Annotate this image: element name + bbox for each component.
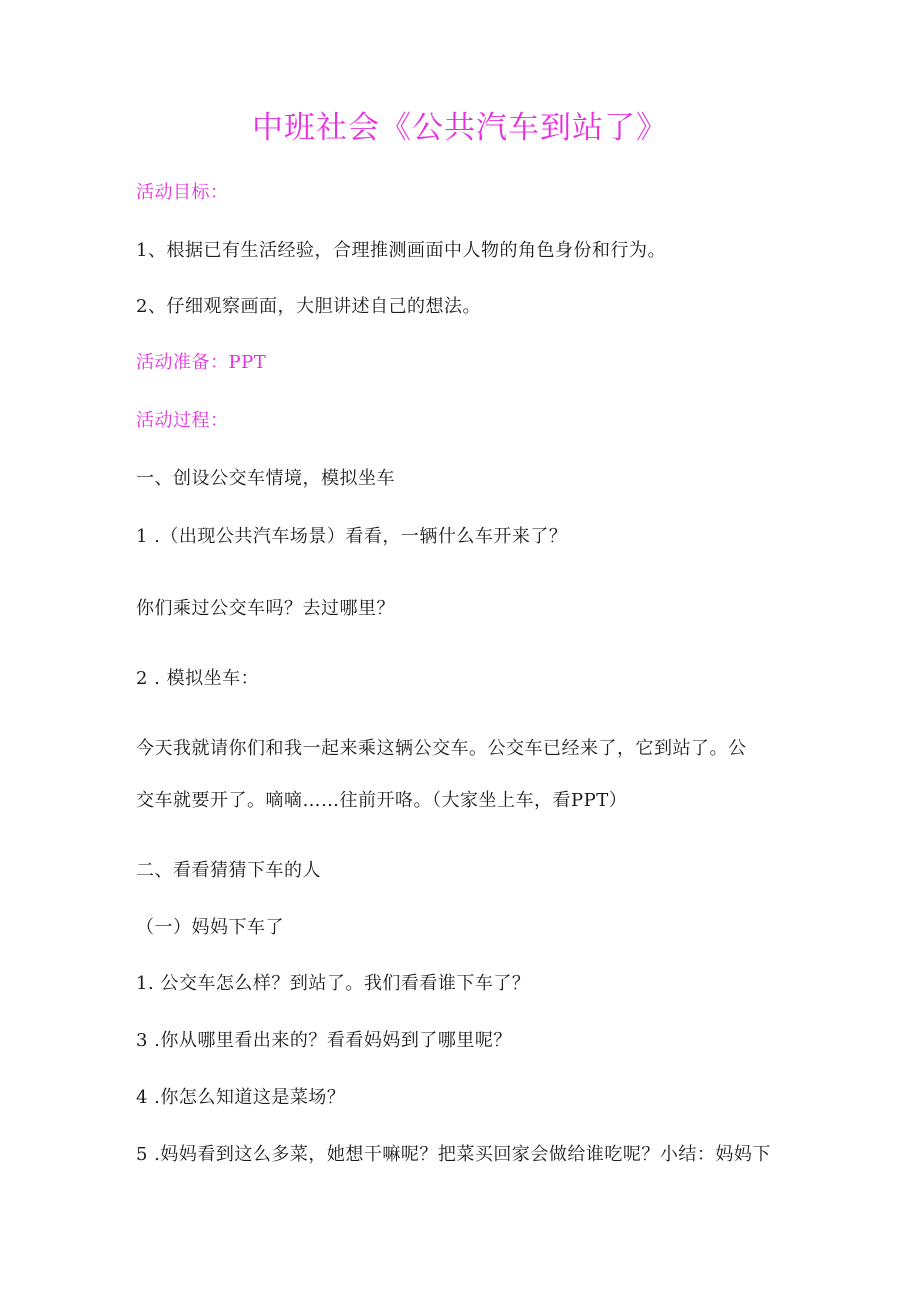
section-heading-preparation: 活动准备：PPT	[136, 352, 267, 373]
document-title: 中班社会《公共汽车到站了》	[252, 110, 668, 146]
question-item: 4 .你怎么知道这是菜场？	[136, 1087, 346, 1108]
paragraph-line: 今天我就请你们和我一起来乘这辆公交车。公交车已经来了，它到站了。公	[136, 738, 747, 759]
question-item: 3 .你从哪里看出来的？看看妈妈到了哪里呢？	[136, 1030, 512, 1051]
question-item: 5 .妈妈看到这么多菜，她想干嘛呢？把菜买回家会做给谁吃呢？小结：妈妈下	[136, 1144, 771, 1165]
section-heading-process: 活动过程：	[136, 410, 229, 431]
process-step-1: 1 .（出现公共汽车场景）看看，一辆什么车开来了？	[136, 526, 568, 547]
goal-item-2: 2、仔细观察画面，大胆讲述自己的想法。	[136, 296, 481, 317]
process-part-1-heading: 一、创设公交车情境，模拟坐车	[136, 468, 395, 489]
goal-item-1: 1、根据已有生活经验，合理推测画面中人物的角色身份和行为。	[136, 240, 666, 261]
question-item: 1. 公交车怎么样？到站了。我们看看谁下车了？	[136, 973, 531, 994]
process-step-2: 2 . 模拟坐车：	[136, 668, 260, 689]
subsection-heading: （一）妈妈下车了	[136, 917, 284, 938]
process-part-2-heading: 二、看看猜猜下车的人	[136, 860, 321, 881]
paragraph-line: 交车就要开了。嘀嘀……往前开咯。（大家坐上车，看PPT）	[136, 790, 628, 811]
process-step-1-question: 你们乘过公交车吗？去过哪里？	[136, 598, 395, 619]
section-heading-goals: 活动目标：	[136, 182, 229, 203]
